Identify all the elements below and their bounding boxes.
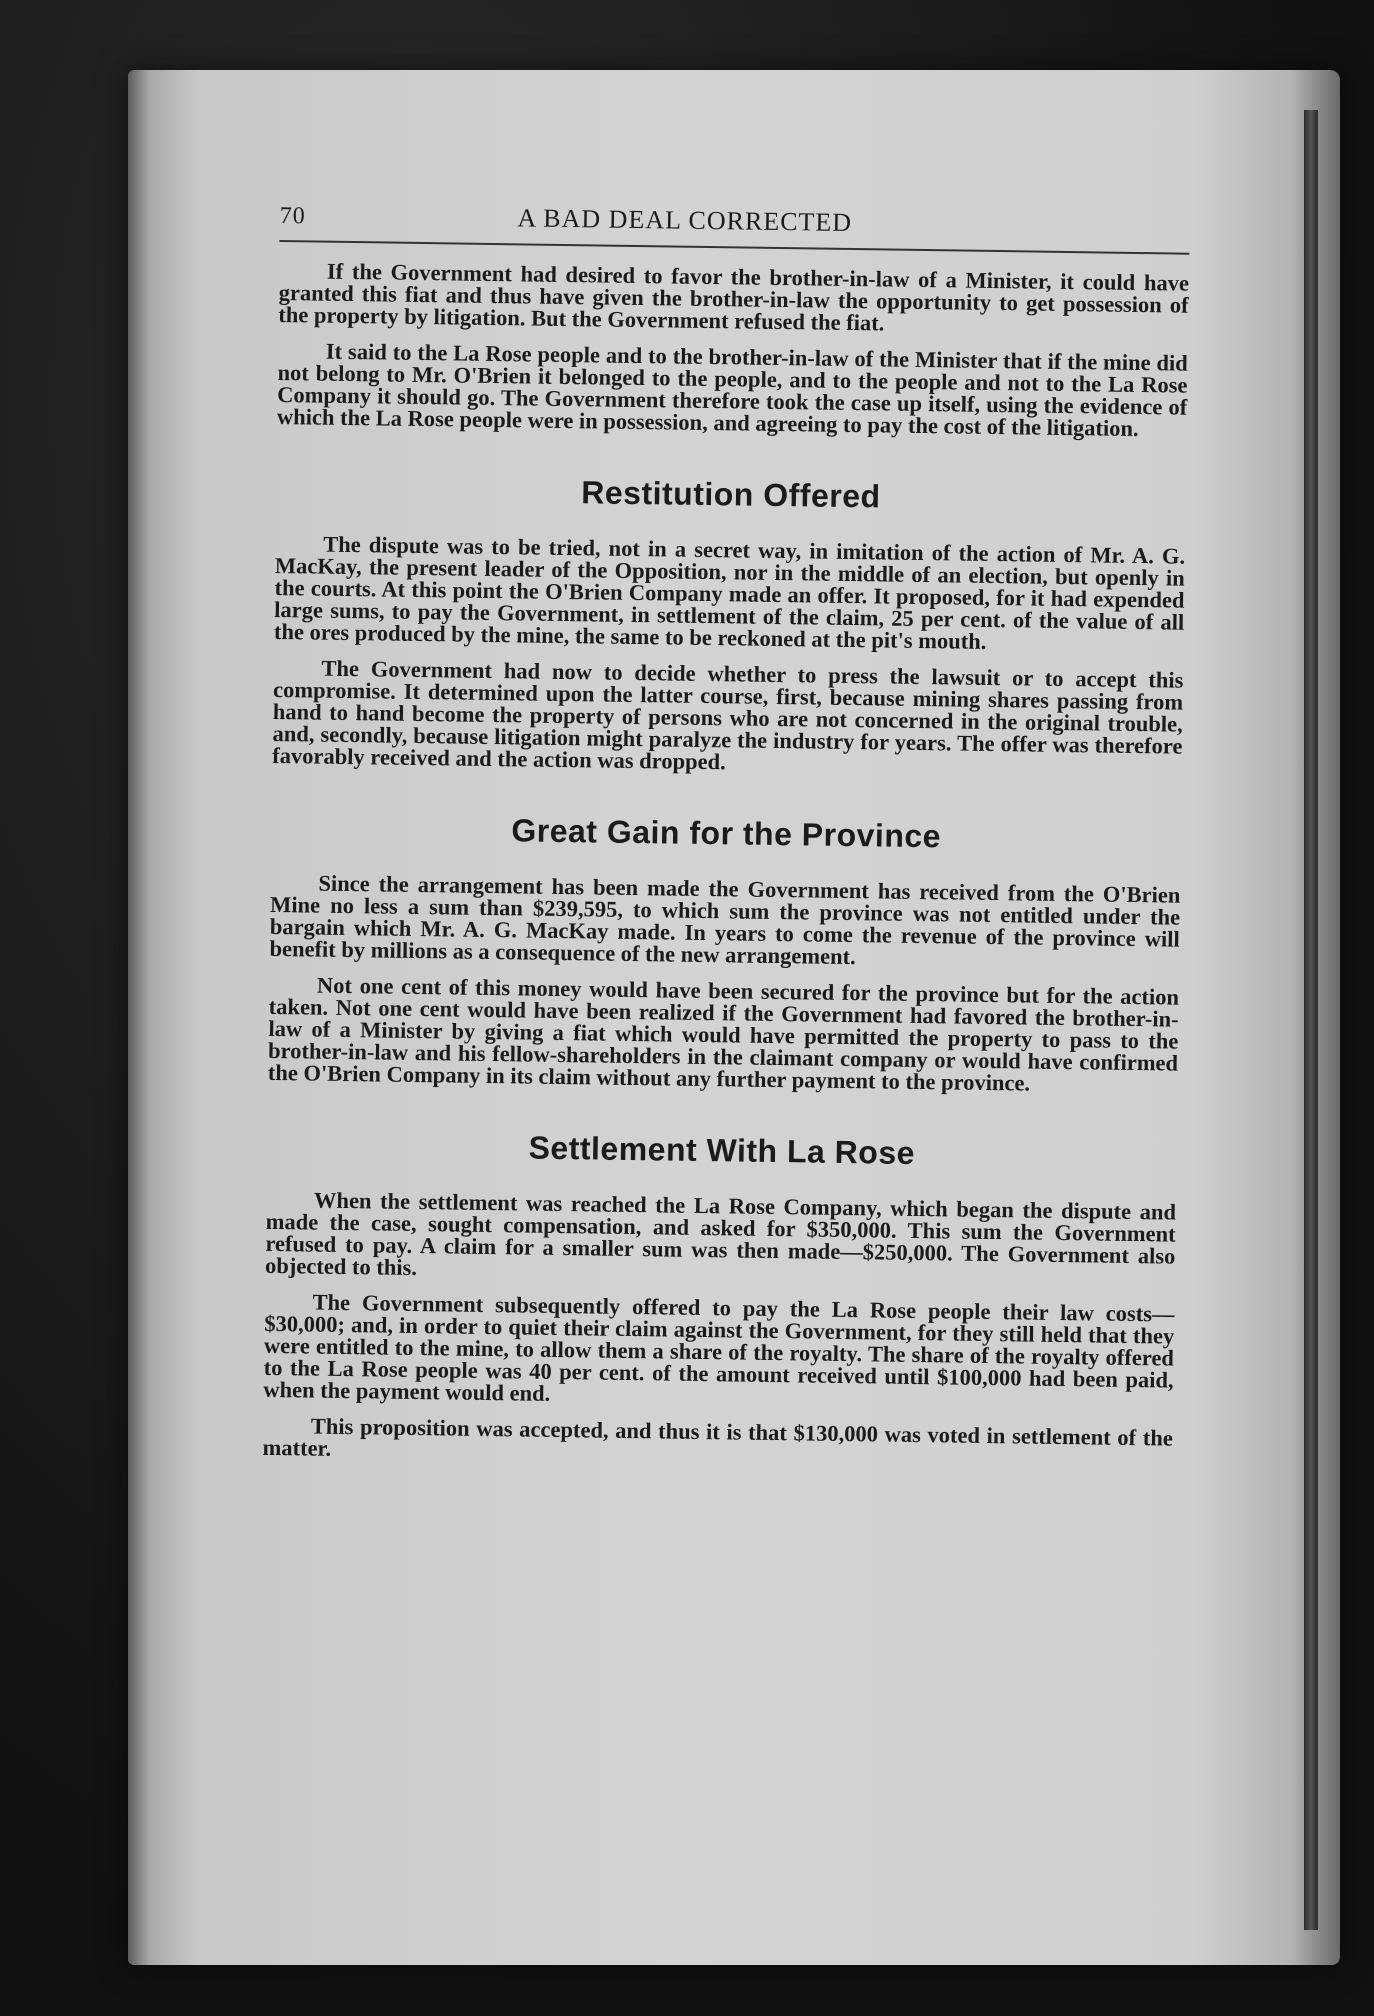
paragraph: If the Government had desired to favor the brother-in-law of a Minister, it could have granted this fiat and thus have given the brother-in-law the opportunity to get possession of the property by litigation. But the Government refused the fiat. (278, 258, 1190, 336)
section-heading: Great Gain for the Province (511, 812, 942, 855)
paragraph: The Government had now to decide whether to press the lawsuit or to accept this compromise. It determined upon the latter course, first, because mining shares passing from hand to hand become the property of persons who are not concerned in the original trouble, and, secondly, because litigation might paralyze the industry for years. The offer was therefore favorably received and the action was dropped. (272, 655, 1184, 775)
page-text (262, 200, 1190, 1486)
paragraph: This proposition was accepted, and thus it is that $130,000 was voted in settlement of the matter. (262, 1413, 1173, 1461)
paragraph: Since the arrangement has been made the Government has received from the O'Brien Mine no less a sum than $239,595, to which sum the province was not entitled under the bargain which Mr. A. G. MacKay made. In years to come the revenue of the province will benefit by millions as a consequence of the new arrangement. (269, 870, 1181, 970)
section-heading: Settlement With La Rose (528, 1129, 916, 1171)
paragraph: Not one cent of this money would have been secured for the province but for the action taken. Not one cent would have been realized if the Government had favored the brother-in-law of a Minister by giving a fiat which would have permitted the property to pass to the brother-in-law and his fellow-shareholders in the claimant company or would have confirmed the O'Brien Company in its claim without any further payment to the province. (267, 972, 1180, 1096)
paragraph: When the settlement was reached the La Rose Company, which began the dispute and made the case, sought compensation, and asked for $350,000. This sum the Government refused to pay. A claim for a smaller sum was then made—$250,000. The Government also objected to this. (264, 1187, 1177, 1281)
section-restitution-offered (272, 470, 1186, 780)
section-settlement-la-rose (262, 1126, 1177, 1472)
paragraph: The dispute was to be tried, not in a secret way, in imitation of the action of Mr. A. G. MacKay, the present leader of the Opposition, nor in the middle of an election, but openly in the courts. At this point the O'Brien Company made an offer. It proposed, for it had expended large sums, to pay the Government, in settlement of the claim, 25 per cent. of the value of all the ores produced by the mine, the same to be reckoned at the pit's mouth. (273, 531, 1186, 654)
page-number: 70 (279, 202, 306, 230)
paragraph: The Government subsequently offered to pay the La Rose people their law costs—$30,000; and, in order to quiet their claim against the Government, for they still held that they were entitled to the mine, to allow them a share of the royalty. The share of the royalty offered to the La Rose people was 40 per cent. of the amount received until $100,000 had been paid, when the payment would end. (263, 1289, 1175, 1406)
section-intro (277, 260, 1189, 441)
section-heading: Restitution Offered (581, 474, 881, 515)
paragraph: It said to the La Rose people and to the brother-in-law of the Minister that if the mine did not belong to Mr. O'Brien it belonged to the people, and to the people and not to the La Rose Company it should go. The Government therefore took the case up itself, using the evidence of which the La Rose people were in possession, and agreeing to pay the cost of the litigation. (276, 338, 1188, 442)
section-great-gain (268, 809, 1182, 1097)
running-head-title: A BAD DEAL CORRECTED (517, 203, 853, 237)
book-spine-shadow (1304, 110, 1318, 1930)
